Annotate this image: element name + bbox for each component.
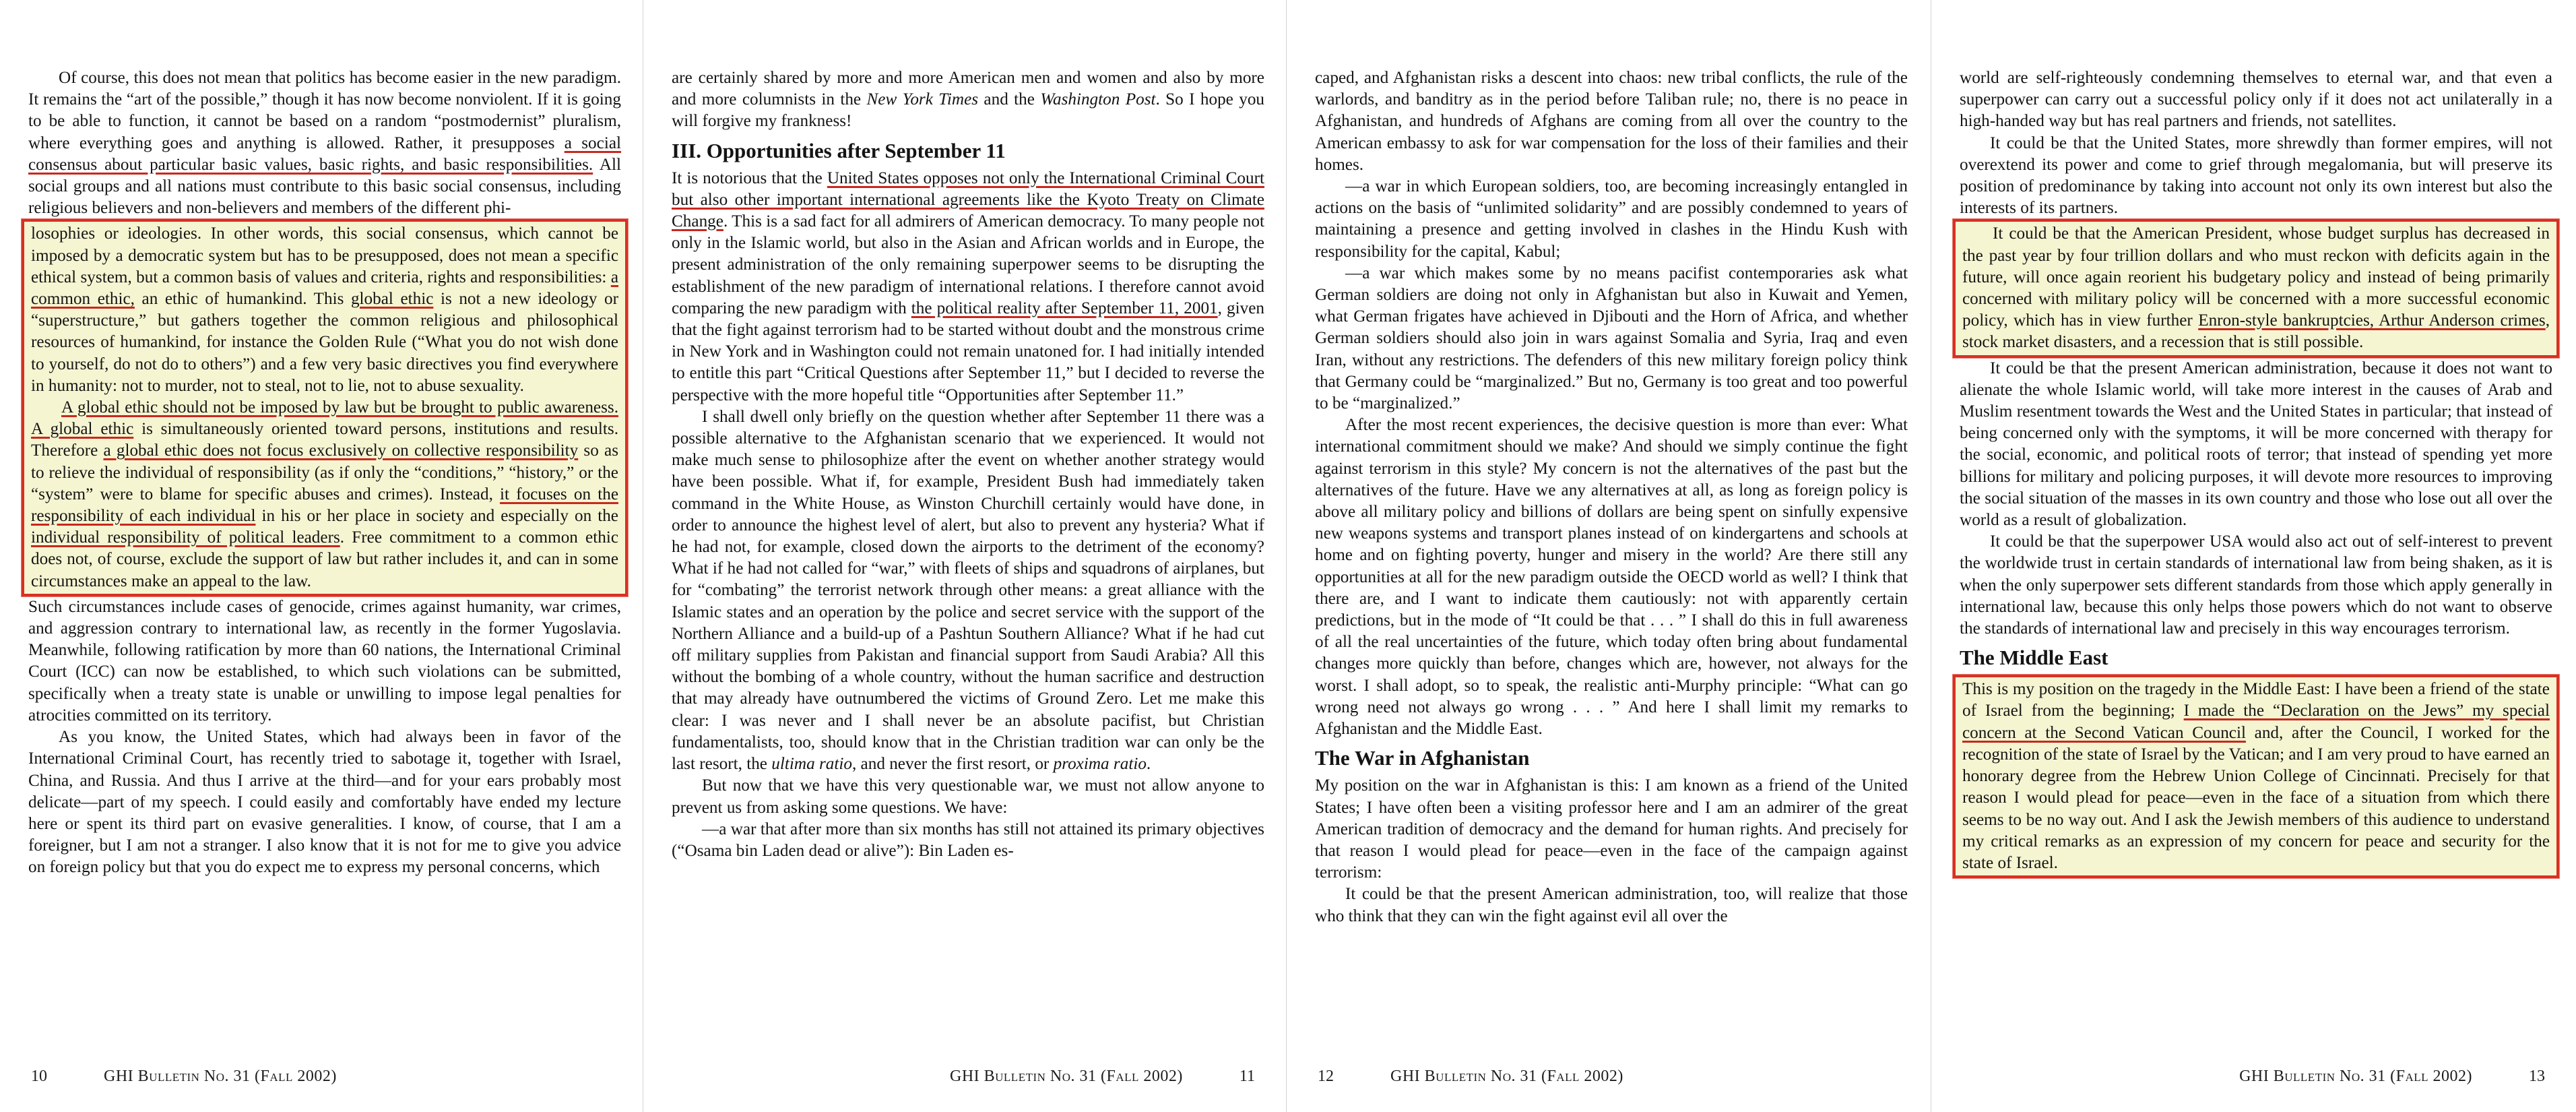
paragraph: As you know, the United States, which had always been in favor of the International Criminal Court, has recently tried to sabotage it, together with Israel, China, and Russia. And thus I arrive at the third—and for your ears probably most delicate—part of my speech. I could easily and comfortably have ended my lecture here or spent its third part on evasive generalities. I know, of course, that I am a foreigner, but I am not a stranger. I also know that it is not for me to give you advice on foreign policy but that you do expect me to express my personal concerns, which <box>28 728 621 877</box>
italic-text: ultima ratio <box>771 755 852 774</box>
section-heading: The War in Afghanistan <box>1315 746 1530 770</box>
underlined-text: I made the “Declaration on the Jews” my special concern at the Second Vatican Council <box>1962 702 2550 742</box>
page-10-body <box>28 67 621 879</box>
page-12 <box>1287 0 1931 1112</box>
text: in his or her place in society and especially on the <box>255 507 618 526</box>
page-13 <box>1931 0 2576 1112</box>
paragraph: —a war in which European soldiers, too, are becoming increasingly entangled in actions on the basis of “unlimited solidarity” and are possibly condemned to years of maintaining a presence and getting involved in clashes in the Hindu Kush with responsibility for the capital, Kabul; <box>1315 177 1908 261</box>
underlined-text: a social consensus about particular basic values, basic rights, and basic responsibilities. <box>28 133 621 174</box>
text: , and never the first resort, or <box>851 755 1054 774</box>
page-number: 10 <box>31 1068 47 1085</box>
paragraph <box>31 223 618 397</box>
paragraph: My position on the war in Afghanistan is this: I am known as a friend of the United States; I have often been a visiting professor here and I am an admirer of the great American tradition of democracy and the demand for human rights. And precisely for that reason I would plead for peace—even in the face of the campaign against terrorism: <box>1315 776 1908 882</box>
paragraph <box>1962 679 2550 874</box>
text: I shall dwell only briefly on the question whether after September 11 there was a possible alternative to the Afghanistan scenario that we experienced. It would not make much sense to philosophize after the event on whether another strategy would have been possible. What if, for example, President Bush had immediately taken command in the White House, as Winston Churchill certainly would have done, in order to announce the highest level of alert, but also to prevent any hysteria? What if he had not, for example, closed down the airports to the detriment of the economy? What if he had not called for “war,” with fleets of ships and squadrons of airplanes, but for “combating” the terrorist network through other means: a great alliance with the Islamic states and an operation by the police and secret service with the support of the Northern Alliance and a build-up of a Pashtun Southern Alliance? What if he had cut off military supplies from Pakistan and financial support from Saudi Arabia? All this without the bombing of a whole country, without the human sacrifice and destruction that may already have outnumbered the victims of Ground Zero. Let me make this clear: I was never and I shall never be an absolute pacifist, but Christian fundamentalists, too, should know that in the Christian tradition war can only be the last resort, the <box>672 407 1264 774</box>
text: . <box>1146 755 1151 774</box>
underlined-text: the political reality after September 11, 2001 <box>911 299 1218 317</box>
underlined-text: it focuses on the responsibility of each individual <box>31 485 618 526</box>
highlight-box <box>1953 219 2559 357</box>
page-11 <box>643 0 1287 1112</box>
text: Of course, this does not mean that politics has become easier in the new paradigm. It remains the “art of the possible,” though it has now become nonviolent. If it is going to be able to function, it cannot be based on a random “postmodernist” pluralism, where everything goes and anything is allowed. Rather, it presupposes <box>28 69 621 152</box>
underlined-text: a common ethic, <box>31 268 618 309</box>
running-head: GHI Bulletin No. 31 (Fall 2002) <box>1390 1068 1623 1085</box>
text: It could be that the American President, whose budget surplus has decreased in the past year by four trillion dollars and who must reckon with deficits again in the future, will once again reorient his budgetary policy and instead of being primarily concerned with military policy will be concerned with a more successful economic policy, which has in view further <box>1962 224 2550 330</box>
text: All social groups and all nations must contribute to this basic social consensus, including religious believers and non-believers and members of the different phi- <box>28 155 621 218</box>
underlined-text: a global ethic does not focus exclusively on collective responsibility <box>103 441 579 460</box>
paragraph <box>31 397 618 592</box>
italic-text: proxima ratio <box>1053 755 1147 774</box>
text: , stock market disasters, and a recession that is still possible. <box>1962 311 2550 352</box>
paragraph <box>672 67 1264 133</box>
page-number: 12 <box>1318 1068 1334 1085</box>
paragraph: caped, and Afghanistan risks a descent into chaos: new tribal conflicts, the rule of the warlords, and banditry as in the period before Taliban rule; no, there is no peace in Afghanistan, and hundreds of Afghans are coming from all over the country to the American embassy to ask for war compensation for the loss of their families and their homes. <box>1315 69 1908 174</box>
text: , given that the fight against terrorism had to be started without doubt and the monstrous crime in New York and in Washington could not remain unatoned for. I had initially intended to entitle this part “Critical Questions after September 11,” but I decided to reverse the perspective with the more hopeful title “Opportunities after September 11.” <box>672 299 1264 404</box>
underlined-text: United States opposes not only the International Criminal Court but also other important international agreements like the Kyoto Treaty on Climate Change <box>672 168 1264 231</box>
paragraph <box>672 168 1264 406</box>
underlined-text: individual responsibility of political leaders <box>31 528 340 547</box>
page-footer <box>1318 1066 1623 1086</box>
underlined-text: A global ethic <box>31 420 134 439</box>
text: and, after the Council, I worked for the recognition of the state of Israel by the Vatican; and I am very proud to have earned an honorary degree from the Hebrew Union College of Cincinnati. Precisely for that reason I would plead for peace—even in the face of a situation from which there seems to be no way out. And I ask the Jewish members of this audience to understand my critical remarks as an expression of my concern for peace and security for the state of Israel. <box>1962 723 2550 872</box>
underlined-text: A global ethic should not be imposed by law but be brought to public awareness. <box>61 398 618 417</box>
text: so as to relieve the individual of responsibility (as if only the “conditions,” “history,” or the “system” were to blame for specific abuses and crimes). Instead, <box>31 441 618 503</box>
paragraph: It could be that the present American administration, because it does not want to alienate the whole Islamic world, will take more interest in the causes of Arab and Muslim resentment towards the West and the United States in particular; that instead of being concerned only with the symptoms, it will be more concerned with therapy for the social, economic, and political roots of terror; that instead of spending yet more billions for military and policing purposes, it will devote more resources to improving the social situation of the masses in its own country and those who lose out all over the world as a result of globalization. <box>1960 359 2552 530</box>
text: losophies or ideologies. In other words, this social consensus, which cannot be imposed by a democratic system but has to be presupposed, does not mean a specific ethical system, but a common basis of values and criteria, rights and responsibilities: <box>31 224 618 286</box>
underlined-text: global ethic <box>350 290 434 309</box>
text: This is my position on the tragedy in the Middle East: I have been a friend of the state of Israel from the beginning; <box>1962 680 2550 720</box>
text: is simultaneously oriented toward persons, institutions and results. Therefore <box>31 420 618 460</box>
paragraph: world are self-righteously condemning themselves to eternal war, and that even a superpower can carry out a successful policy only if it does not act unilaterally in a high-handed way but has real partners and friends, not satellites. <box>1960 69 2552 131</box>
highlight-box <box>22 219 628 596</box>
paragraph: It could be that the present American administration, too, will realize that those who think that they can win the fight against evil all over the <box>1315 885 1908 925</box>
paragraph: After the most recent experiences, the decisive question is more than ever: What international commitment should we make? And should we simply continue the fight against terrorism in this style? My concern is not the alternatives of the past but the alternatives of the future. Have we any alternatives at all, as long as foreign policy is above all military policy and billions of dollars are being spent on sinfully expensive new weapons systems and transport planes instead of on kindergartens and schools at home and on fighting poverty, hunger and misery in the world? Are there still any opportunities at all for the new paradigm outside the OECD world as well? I think that there are, and I want to indicate them cautiously: not with apparently certain predictions, but in the mode of “It could be that . . . ” I shall do this in full awareness of all the real uncertainties of the future, which today often bring about fundamental changes more quickly than before, changes which are, however, not always for the worst. I shall adopt, so to speak, the realistic anti-Murphy principle: “What can go wrong need not always go wrong . . . ” And here I shall limit my remarks to Afghanistan and the Middle East. <box>1315 416 1908 739</box>
running-head: GHI Bulletin No. 31 (Fall 2002) <box>2239 1068 2472 1085</box>
running-head: GHI Bulletin No. 31 (Fall 2002) <box>104 1068 337 1085</box>
page-12-body <box>1315 67 1908 927</box>
highlight-box <box>1953 675 2559 878</box>
running-head: GHI Bulletin No. 31 (Fall 2002) <box>949 1068 1183 1085</box>
paragraph <box>1962 223 2550 353</box>
paragraph: But now that we have this very questionable war, we must not allow anyone to prevent us from asking some questions. We have: <box>672 776 1264 817</box>
paragraph: —a war that after more than six months has still not attained its primary objectives (“Osama bin Laden dead or alive”): Bin Laden es- <box>672 820 1264 860</box>
page-footer <box>31 1066 337 1086</box>
section-heading: III. Opportunities after September 11 <box>672 138 1006 162</box>
paragraph: —a war which makes some by no means pacifist contemporaries ask what German soldiers are doing not only in Afghanistan but also in Kuwait and Yemen, what German frigates have achieved in Djibouti and the Horn of Africa, and whether German soldiers should also join in wars against Somalia and Syria, Iraq and even Iran, without any restrictions. The defenders of this new military foreign policy think that Germany could be “marginalized.” But no, Germany is too great and too powerful to be “marginalized.” <box>1315 264 1908 413</box>
page-footer <box>950 1066 1255 1086</box>
paragraph <box>672 406 1264 775</box>
paragraph: Such circumstances include cases of genocide, crimes against humanity, war crimes, and aggression contrary to international law, as recently in the former Yugoslavia. Meanwhile, following ratification by more than 60 nations, the International Criminal Court (ICC) can now be established, to which such violations can be submitted, specifically when a treaty state is unable or unwilling to impose legal penalties for atrocities committed on its territory. <box>28 597 621 724</box>
page-13-body <box>1960 67 2552 878</box>
italic-text: New York Times <box>866 90 979 109</box>
text: is not a new ideology or “superstructure,” but gathers together the common religious and philosophical resources of humankind, for instance the Golden Rule (“What you do not wish done to yourself, do not do to others”) and a few very basic directives you find everywhere in humanity: not to murder, not to steal, not to lie, not to abuse sexuality. <box>31 290 619 395</box>
page-10 <box>0 0 643 1112</box>
paragraph: It could be that the superpower USA would also act out of self-interest to prevent the worldwide trust in certain standards of international law from being shaken, as it is when the only superpower sets different standards from those which apply generally in international law, because this only helps those powers which do not want to observe the standards of international law and precisely in this way encourages terrorism. <box>1960 532 2552 638</box>
text: an ethic of humankind. This <box>134 290 351 309</box>
text: It is notorious that the <box>672 168 827 187</box>
text: and the <box>978 90 1041 109</box>
page-footer <box>2239 1066 2545 1086</box>
text: are certainly shared by more and more American men and women and also by more and more columnists in the <box>672 69 1264 109</box>
paragraph: It could be that the United States, more shrewdly than former empires, will not overextend its power and come to grief through megalomania, but will preserve its position of predominance by taking into account not only its own interest but also the interests of its partners. <box>1960 133 2552 218</box>
text: . This is a sad fact for all admirers of American democracy. To many people not only in the Islamic world, but also in the Asian and African worlds and in Europe, the present administration of the only remaining superpower seems to be disrupting the establishment of the new paradigm of international relations. I therefore cannot avoid comparing the new paradigm with <box>672 212 1264 317</box>
page-number: 11 <box>1239 1068 1255 1085</box>
underlined-text: Enron-style bankruptcies, Arthur Anderson crimes <box>2198 311 2546 330</box>
page-number: 13 <box>2529 1068 2545 1085</box>
text: . So I hope you will forgive my frankness! <box>672 90 1265 131</box>
italic-text: Washington Post <box>1040 90 1156 109</box>
page-11-body <box>672 67 1264 862</box>
text: . Free commitment to a common ethic does not, of course, exclude the support of law but rather includes it, and can in some circumstances make an appeal to the law. <box>31 528 619 590</box>
section-heading: The Middle East <box>1960 646 2108 670</box>
paragraph <box>28 67 621 219</box>
